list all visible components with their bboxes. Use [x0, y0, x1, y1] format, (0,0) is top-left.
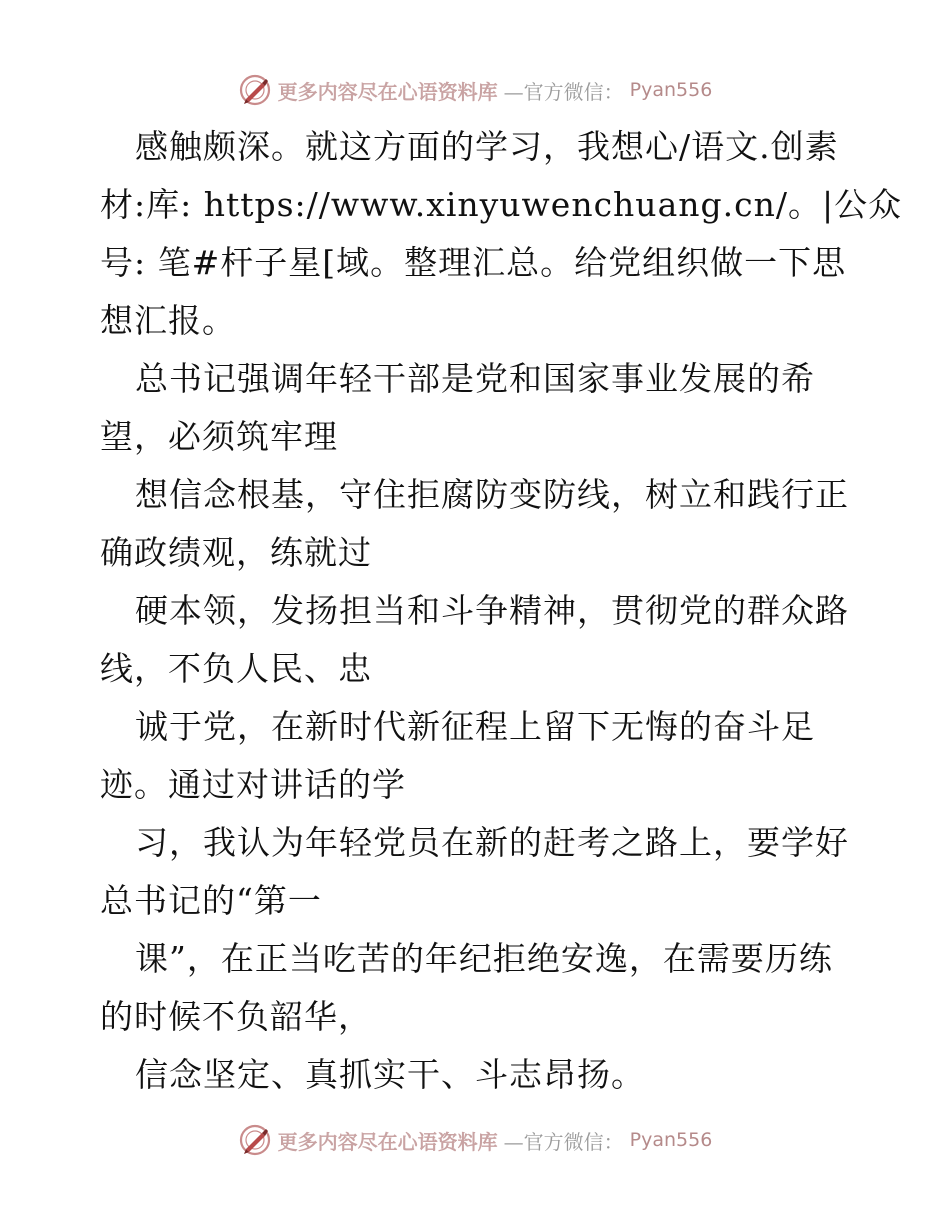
pen-seal-icon — [238, 73, 272, 107]
pen-seal-icon — [238, 1123, 272, 1157]
text-line: 想信念根基，守住拒腐防变防线，树立和践行正 — [135, 475, 849, 514]
text-line: 课”，在正当吃苦的年纪拒绝安逸，在需要历练 — [135, 939, 833, 978]
text-line: 望，必须筑牢理 — [100, 417, 338, 456]
text-line: 感触颇深。就这方面的学习，我想心/语文.创素 — [135, 127, 839, 166]
text-line: 总书记的“第一 — [100, 881, 322, 920]
text-line: 的时候不负韶华， — [100, 997, 372, 1036]
text-line: 总书记强调年轻干部是党和国家事业发展的希 — [135, 359, 815, 398]
banner-separator: —官方微信： — [503, 79, 624, 104]
banner-separator: —官方微信： — [503, 1129, 624, 1154]
text-line: 习，我认为年轻党员在新的赶考之路上，要学好 — [135, 823, 849, 862]
banner-wechat-id: Pyan556 — [629, 79, 713, 101]
text-line: 材:库: https://www.xinyuwenchuang.cn/。|公众 — [100, 185, 903, 224]
text-line: 信念坚定、真抓实干、斗志昂扬。 — [135, 1055, 645, 1094]
banner-wechat-id: Pyan556 — [629, 1129, 713, 1151]
text-line: 诚于党，在新时代新征程上留下无悔的奋斗足 — [135, 707, 815, 746]
text-line: 想汇报。 — [100, 301, 236, 340]
footer-watermark-banner — [0, 1120, 950, 1160]
text-line: 线，不负人民、忠 — [100, 649, 372, 688]
banner-title: 更多内容尽在心语资料库 — [277, 79, 498, 104]
document-body — [100, 118, 903, 1104]
text-line: 硬本领，发扬担当和斗争精神，贯彻党的群众路 — [135, 591, 849, 630]
text-line: 号: 笔#杆子星[域。整理汇总。给党组织做一下思 — [100, 243, 847, 282]
banner-title: 更多内容尽在心语资料库 — [277, 1129, 498, 1154]
text-line: 迹。通过对讲话的学 — [100, 765, 406, 804]
header-watermark-banner — [0, 70, 950, 110]
text-line: 确政绩观，练就过 — [100, 533, 372, 572]
